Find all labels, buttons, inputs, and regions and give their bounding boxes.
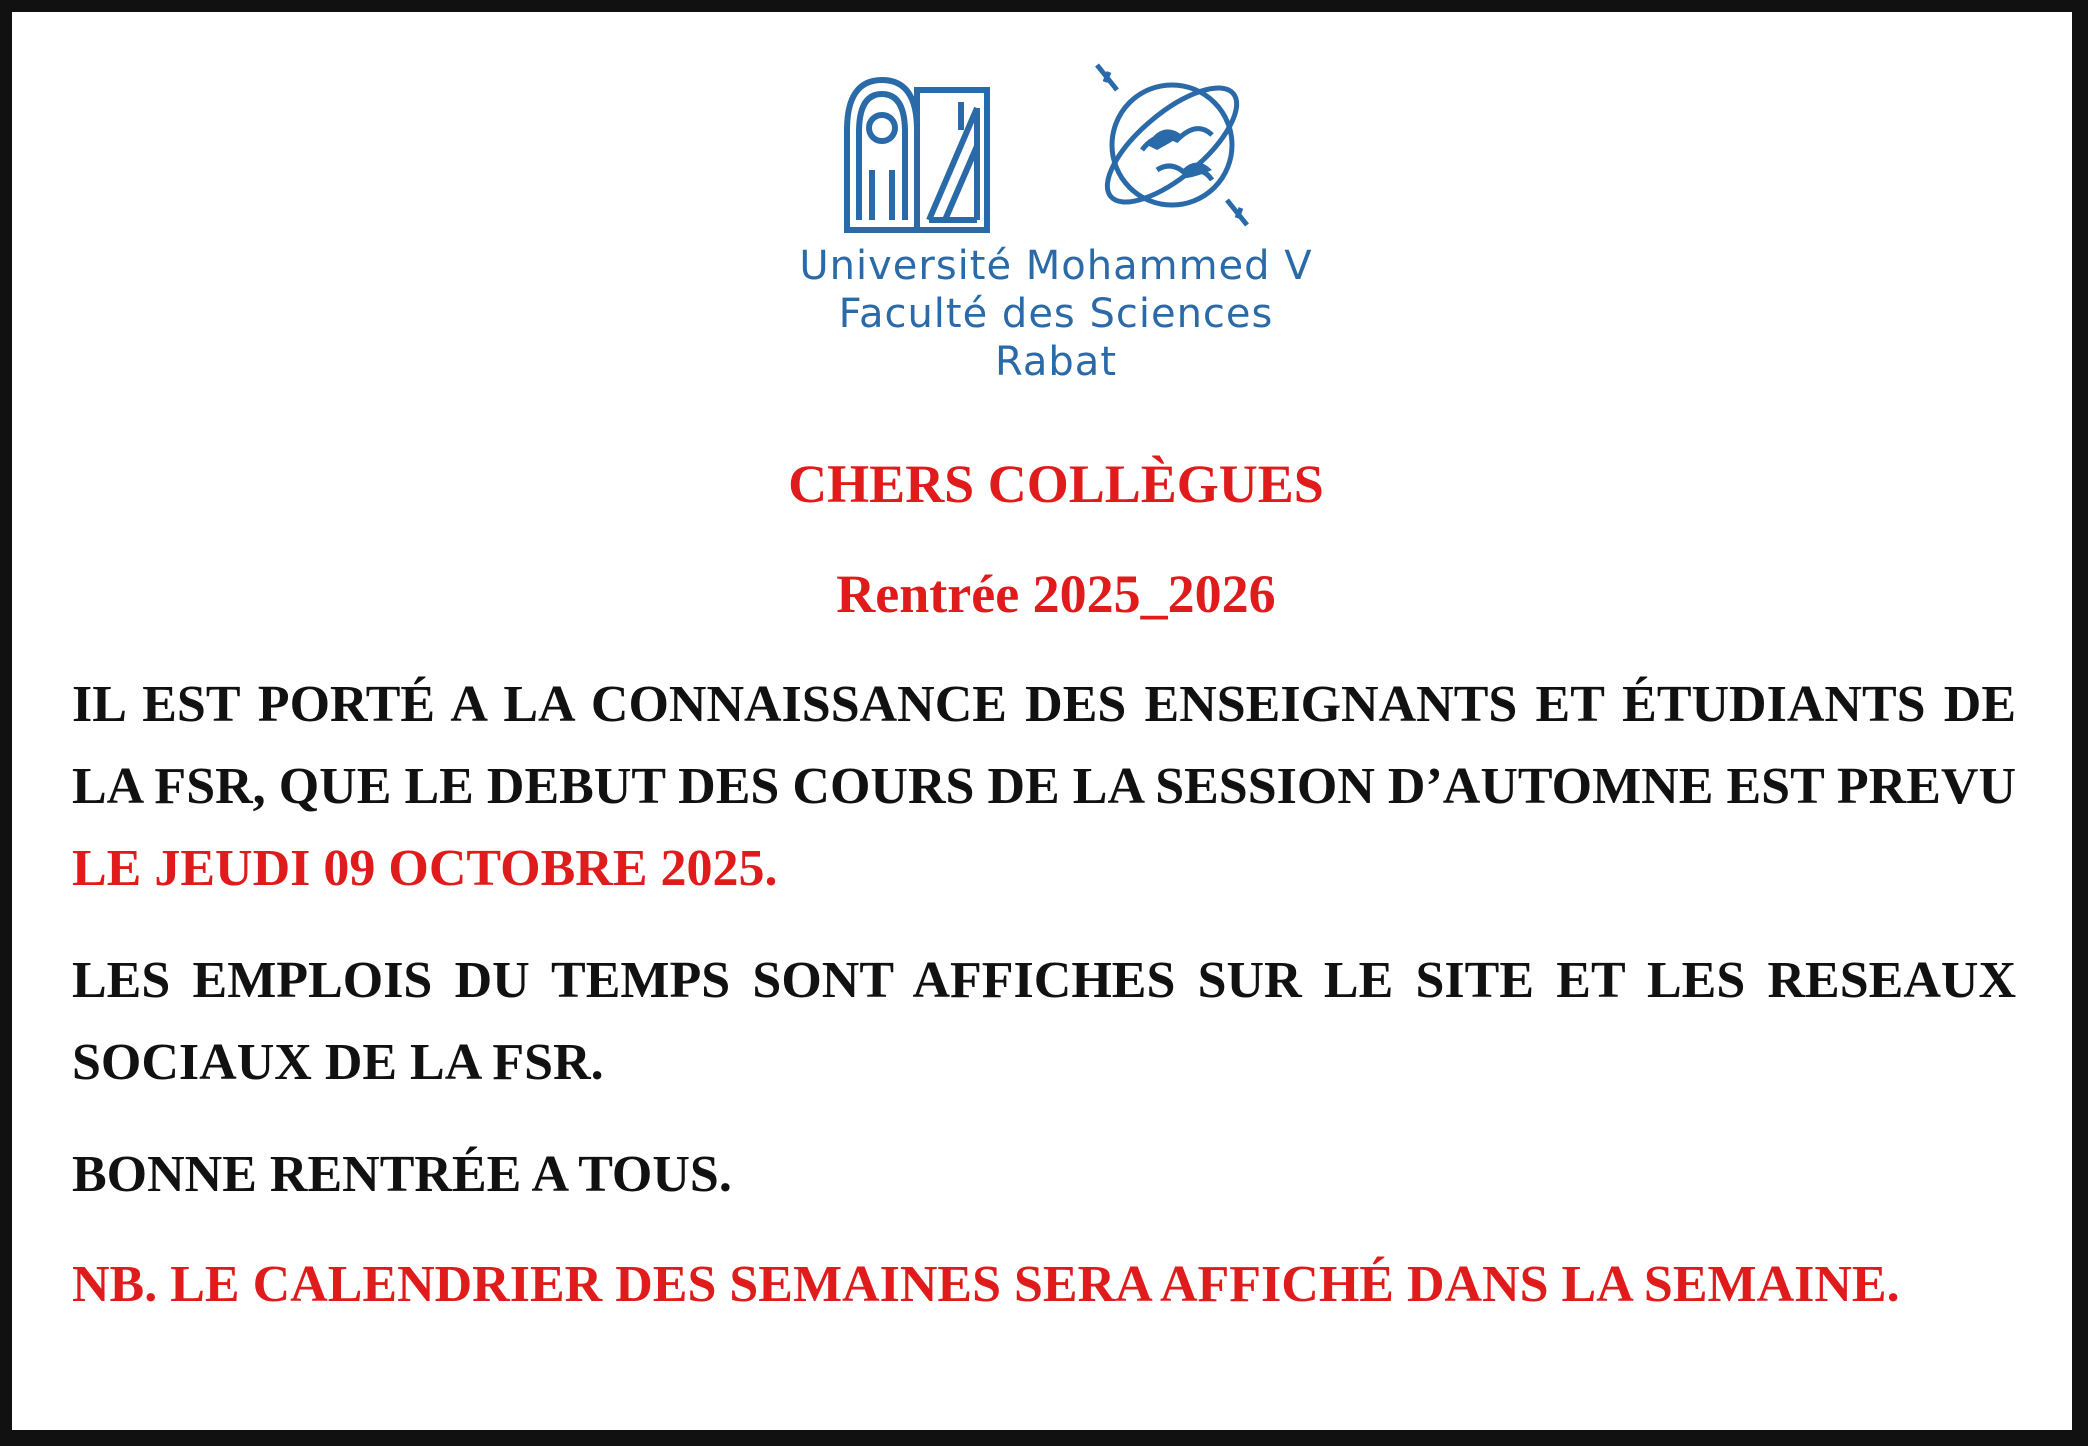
logo-header — [12, 60, 2088, 390]
announcement-paragraph — [72, 664, 2016, 910]
logo-line-faculty: Faculté des Sciences — [838, 291, 1274, 337]
logo-icons — [837, 60, 1257, 230]
welcome-paragraph: BONNE RENTRÉE A TOUS. — [72, 1146, 732, 1203]
year-heading: Rentrée 2025_2026 — [836, 564, 1276, 624]
nb-note: NB. LE CALENDRIER DES SEMAINES SERA AFFICHÉ DANS LA SEMAINE. — [72, 1256, 1900, 1313]
timetable-paragraph: LES EMPLOIS DU TEMPS SONT AFFICHES SUR LE SITE ET LES RESEAUX SOCIAUX DE LA FSR. — [72, 952, 2016, 1091]
logo-caption — [12, 242, 2088, 386]
announcement-text: IL EST PORTÉ A LA CONNAISSANCE DES ENSEIGNANTS ET ÉTUDIANTS DE LA FSR, QUE LE DEBUT DES COURS DE LA SESSION D’AUTOMNE EST PREVU — [72, 676, 2016, 815]
faculty-atom-bird-logo-icon — [1087, 60, 1257, 230]
greeting-heading: CHERS COLLÈGUES — [788, 454, 1324, 514]
start-date: LE JEUDI 09 OCTOBRE 2025. — [72, 840, 778, 897]
university-gate-logo-icon — [837, 70, 1007, 240]
logo-line-city: Rabat — [994, 339, 1117, 385]
logo-line-university: Université Mohammed V — [799, 243, 1313, 289]
